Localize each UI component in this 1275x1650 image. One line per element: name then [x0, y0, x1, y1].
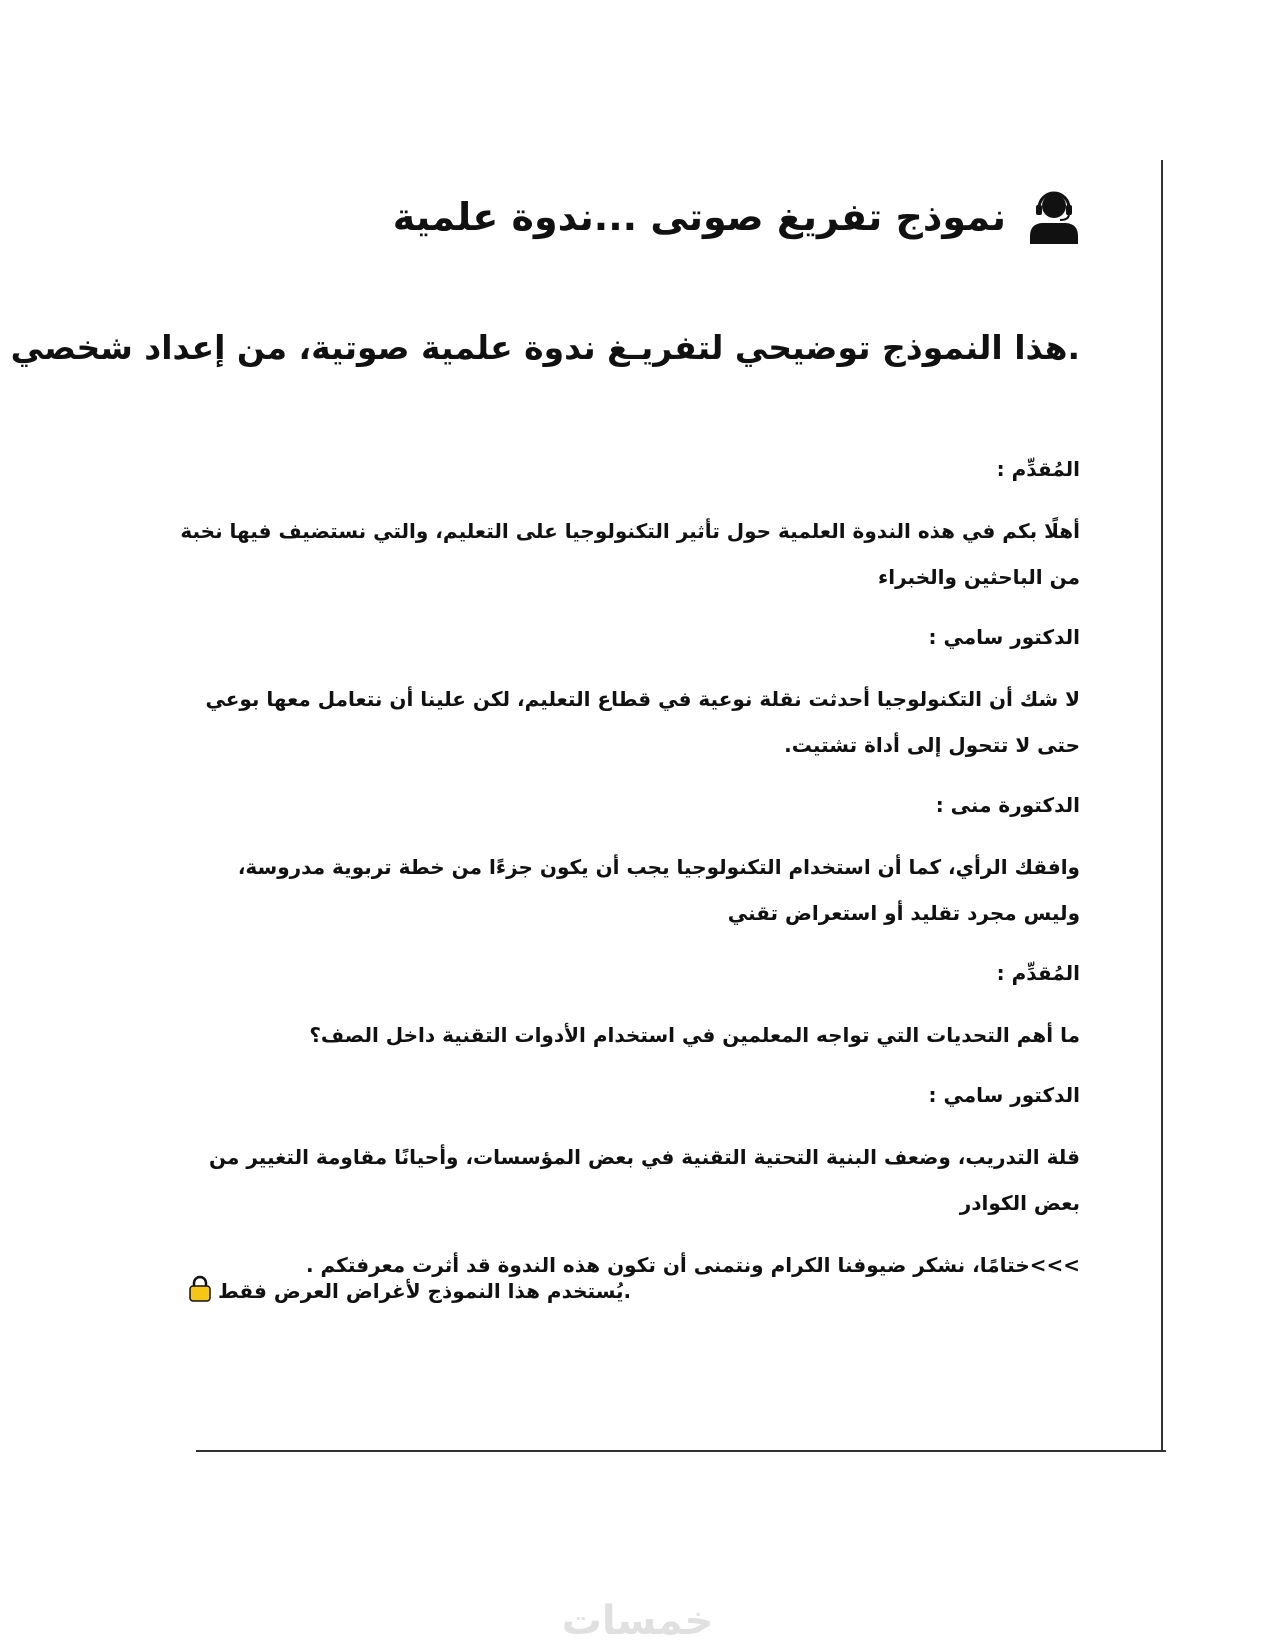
transcript-entry [180, 616, 1080, 768]
usage-note-text: .يُستخدم هذا النموذج لأغراض العرض فقط [218, 1279, 632, 1303]
page-title: نموذج تفريغ صوتى ...ندوة علمية [392, 195, 1006, 239]
speaker-text: ما أهم التحديات التي تواجه المعلمين في استخدام الأدوات التقنية داخل الصف؟ [309, 1023, 1080, 1047]
transcript-entry [180, 448, 1080, 600]
speaker-text: أهلًا بكم في هذه الندوة العلمية حول تأثير التكنولوجيا على التعليم، والتي نستضيف فيها نخبة من الباحثين والخبراء [180, 519, 1080, 589]
watermark-logo: خمسات [561, 1598, 714, 1644]
page-border-right [1161, 160, 1163, 1452]
transcript-entry [180, 1074, 1080, 1226]
page-subtitle: .هذا النموذج توضيحي لتفريـغ ندوة علمية صوتية، من إعداد شخصي [10, 328, 1080, 367]
transcript-body [180, 448, 1080, 1288]
speaker-label: المُقدِّم : [996, 457, 1080, 481]
speaker-text: قلة التدريب، وضعف البنية التحتية التقنية في بعض المؤسسات، وأحيانًا مقاومة التغيير من بعض الكوادر [209, 1145, 1080, 1215]
transcript-entry [180, 784, 1080, 936]
speaker-text: وافقك الرأي، كما أن استخدام التكنولوجيا يجب أن يكون جزءًا من خطة تربوية مدروسة، وليس مجرد تقليد أو استعراض تقني [237, 855, 1080, 925]
speaker-label: الدكتور سامي : [928, 1083, 1080, 1107]
closing-text: >>>ختامًا، نشكر ضيوفنا الكرام ونتمنى أن تكون هذه الندوة قد أثرت معرفتكم . [305, 1253, 1080, 1277]
speaker-label: المُقدِّم : [996, 961, 1080, 985]
usage-note [188, 1275, 631, 1307]
speaker-label: الدكتور سامي : [928, 625, 1080, 649]
lock-icon [188, 1275, 212, 1307]
support-agent-icon [1028, 188, 1080, 246]
document-title-row [393, 188, 1080, 246]
transcript-entry [180, 952, 1080, 1058]
speaker-text: لا شك أن التكنولوجيا أحدثت نقلة نوعية في قطاع التعليم، لكن علينا أن نتعامل معها بوعي حتى لا تتحول إلى أداة تشتيت. [205, 687, 1080, 757]
speaker-label: الدكتورة منى : [935, 793, 1080, 817]
page-border-bottom [196, 1450, 1166, 1452]
